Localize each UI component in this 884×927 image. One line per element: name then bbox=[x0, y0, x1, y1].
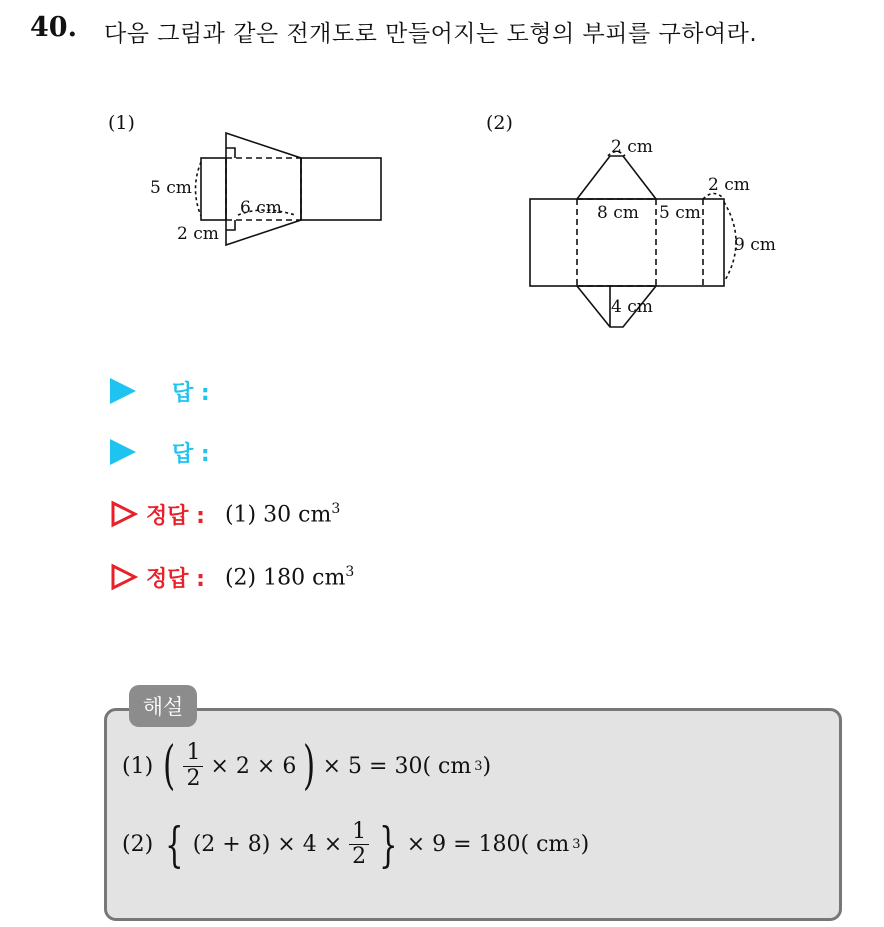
play-arrow-icon bbox=[110, 439, 136, 465]
fig1-trapezoid bbox=[226, 133, 301, 245]
solution-line-1: (1) ( $\frac{1}{2}$ × 2 × 6 ) × 5 = 30( cm 3 ) bbox=[122, 736, 492, 796]
fig1-left-rect bbox=[201, 158, 226, 220]
sol2-fraction: $\frac{1}{2}$ bbox=[349, 820, 369, 869]
play-arrow-icon bbox=[110, 378, 136, 404]
sol2-part: (2) bbox=[122, 832, 154, 858]
sol2-tail: × 9 = 180( cm bbox=[406, 832, 570, 858]
figure-1-label: (1) bbox=[108, 112, 135, 134]
question-text: 다음 그림과 같은 전개도로 만들어지는 도형의 부피를 구하여라. bbox=[104, 21, 758, 47]
fig2-dim-top-2cm: 2 cm bbox=[611, 137, 653, 157]
sol2-head: (2 + 8) × 4 × bbox=[192, 832, 343, 858]
correct-row-1 bbox=[110, 496, 340, 532]
correct-value-1: (1) 30 $cm^3$ bbox=[224, 500, 341, 528]
figure-2-net bbox=[520, 132, 790, 332]
fig1-dim-2cm: 2 cm bbox=[177, 224, 219, 244]
correct-label-1: 정답 : bbox=[146, 503, 205, 529]
outline-arrow-icon bbox=[110, 500, 138, 528]
solution-line-2: (2) { (2 + 8) × 4 × $\frac{1}{2}$ } × 9 = 180( cm 3 ) bbox=[122, 816, 590, 873]
correct-row-2 bbox=[110, 559, 354, 595]
fig2-dim-9cm: 9 cm bbox=[734, 235, 776, 255]
fig2-dim-8cm: 8 cm bbox=[597, 203, 639, 223]
sol1-tail: × 5 = 30( cm bbox=[322, 753, 472, 779]
figure-1-net bbox=[140, 125, 400, 255]
correct-value-2: (2) 180 $cm^3$ bbox=[224, 563, 355, 591]
fig2-top-trapezoid bbox=[577, 156, 656, 199]
correct-label-2: 정답 : bbox=[146, 566, 205, 592]
answer-row-1 bbox=[110, 373, 210, 409]
answer-label-1: 답 : bbox=[172, 380, 210, 406]
fig1-right-rect bbox=[301, 158, 381, 220]
figure-2-label: (2) bbox=[486, 112, 513, 134]
answer-row-2 bbox=[110, 434, 210, 470]
fig2-dim-5cm: 5 cm bbox=[659, 203, 701, 223]
sol1-part: (1) bbox=[122, 753, 154, 779]
outline-arrow-icon bbox=[110, 563, 138, 591]
fig2-dim-4cm: 4 cm bbox=[611, 297, 653, 317]
fig1-dim-5cm: 5 cm bbox=[150, 178, 192, 198]
solution-tab: 해설 bbox=[129, 685, 197, 727]
sol1-inner: × 2 × 6 bbox=[210, 753, 297, 779]
question-number: 40. bbox=[30, 12, 77, 43]
fig2-dim-side-2cm: 2 cm bbox=[708, 175, 750, 195]
answer-label-2: 답 : bbox=[172, 441, 210, 467]
fig1-dim-6cm: 6 cm bbox=[240, 198, 282, 218]
sol1-fraction: $\frac{1}{2}$ bbox=[183, 741, 203, 790]
